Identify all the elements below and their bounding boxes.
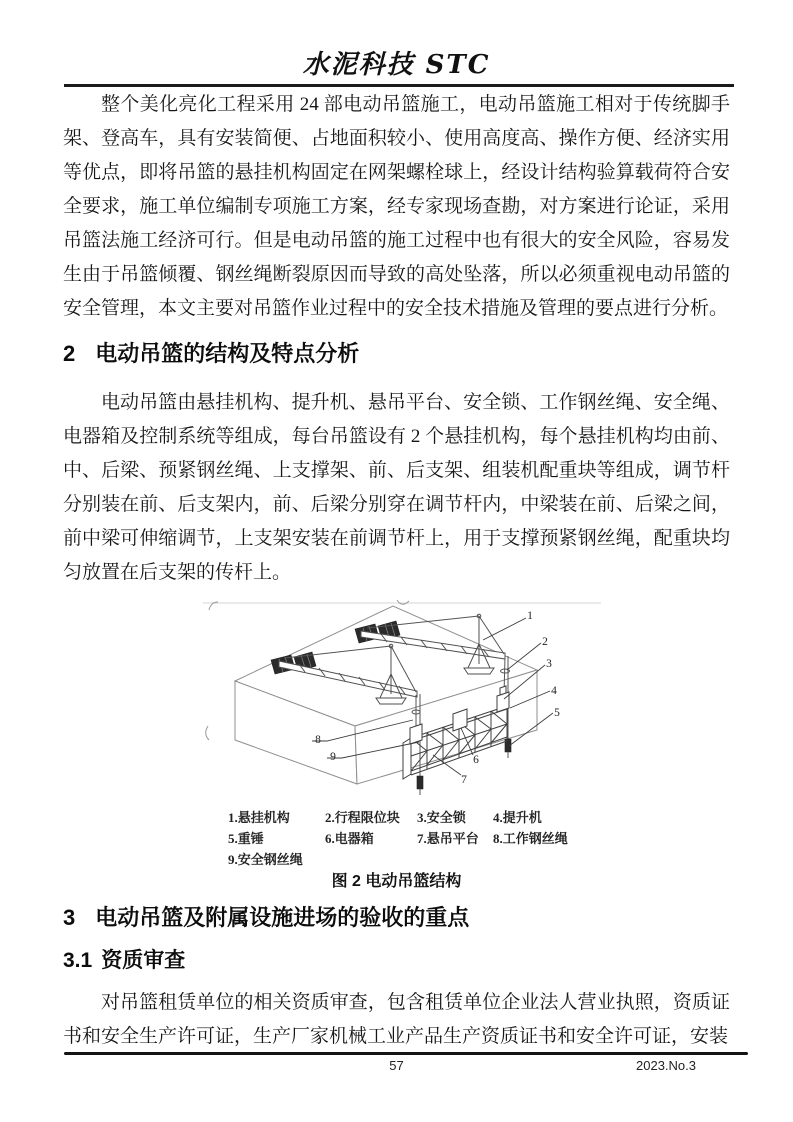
scan-artifact-curl-2 [397, 600, 409, 604]
section-3-1-heading [63, 944, 730, 978]
scan-artifact-curl-3 [206, 726, 209, 740]
weight-left [417, 776, 423, 789]
main-column [63, 88, 730, 1054]
legend-item: 1.悬挂机构 [228, 810, 290, 825]
journal-title: 水泥科技 STC [302, 50, 491, 80]
callout-5: 5 [554, 707, 560, 719]
callout-2: 2 [542, 636, 548, 648]
legend-item: 5.重锤 [228, 831, 264, 846]
callout-1: 1 [527, 610, 533, 622]
callout-9: 9 [330, 751, 336, 763]
callout-8: 8 [315, 734, 321, 746]
legend-item: 2.行程限位块 [325, 810, 400, 825]
hoist-box-right [497, 692, 509, 712]
figure-legend [228, 807, 730, 870]
section-3-title: 电动吊篮及附属设施进场的验收的重点 [95, 905, 470, 930]
paragraph-qualification: 对吊篮租赁单位的相关资质审查，包含租赁单位企业法人营业执照，资质证书和安全生产许可证，生产厂家机械工业产品生产资质证书和安全许可证，安装 [63, 992, 730, 1047]
figure-basket-structure [63, 598, 730, 892]
section-2-title: 电动吊篮的结构及特点分析 [95, 341, 360, 366]
section-3-1-number: 3.1 [63, 949, 93, 972]
legend-item: 3.安全锁 [417, 810, 466, 825]
legend-item: 9.安全钢丝绳 [228, 852, 303, 867]
legend-item: 8.工作钢丝绳 [493, 831, 568, 846]
issue-label: 2023.No.3 [636, 1058, 696, 1073]
section-2-heading [63, 336, 730, 372]
page-number: 57 [389, 1058, 404, 1073]
section-3-1-title: 资质审查 [101, 949, 186, 972]
callout-7: 7 [461, 774, 467, 786]
callout-4: 4 [551, 685, 557, 697]
callout-6: 6 [473, 754, 479, 766]
figure-caption: 图 2 电动吊篮结构 [331, 873, 462, 890]
callout-3: 3 [546, 658, 552, 670]
hoist-box-left [410, 724, 422, 744]
section-2-number: 2 [63, 341, 76, 366]
header-rule [64, 84, 734, 87]
section-3-number: 3 [63, 905, 76, 930]
section-3-heading [63, 900, 730, 936]
legend-item: 4.提升机 [493, 810, 542, 825]
paragraph-structure: 电动吊篮由悬挂机构、提升机、悬吊平台、安全锁、工作钢丝绳、安全绳、电器箱及控制系统等组成，每台吊篮设有 2 个悬挂机构，每个悬挂机构均由前、中、后梁、预紧钢丝绳、上支撑架、前、后支架、组装机配重块等组成，调节杆分别装在前、后支架内，前、后梁分别穿在调节杆内，中梁装在前、后梁之间，前中梁可伸缩调节，上支架安装在前调节杆上，用于支撑预紧钢丝绳，配重块均匀放置在后支架的传杆上。 [63, 392, 730, 583]
paragraph-intro: 整个美化亮化工程采用 24 部电动吊篮施工，电动吊篮施工相对于传统脚手架、登高车，具有安装简便、占地面积较小、使用高度高、操作方便、经济实用等优点，即将吊篮的悬挂机构固定在网架螺栓球上，经设计结构验算载荷符合安全要求，施工单位编制专项施工方案，经专家现场查勘，对方案进行论证，采用吊篮法施工经济可行。但是电动吊篮的施工过程中也有很大的安全风险，容易发生由于吊篮倾覆、钢丝绳断裂原因而导致的高处坠落，所以必须重视电动吊篮的安全管理，本文主要对吊篮作业过程中的安全技术措施及管理的要点进行分析。 [63, 94, 730, 319]
legend-item: 6.电器箱 [325, 831, 374, 846]
basket-structure-diagram [195, 598, 605, 803]
safety-lock-block [500, 686, 506, 695]
legend-item: 7.悬吊平台 [417, 831, 479, 846]
